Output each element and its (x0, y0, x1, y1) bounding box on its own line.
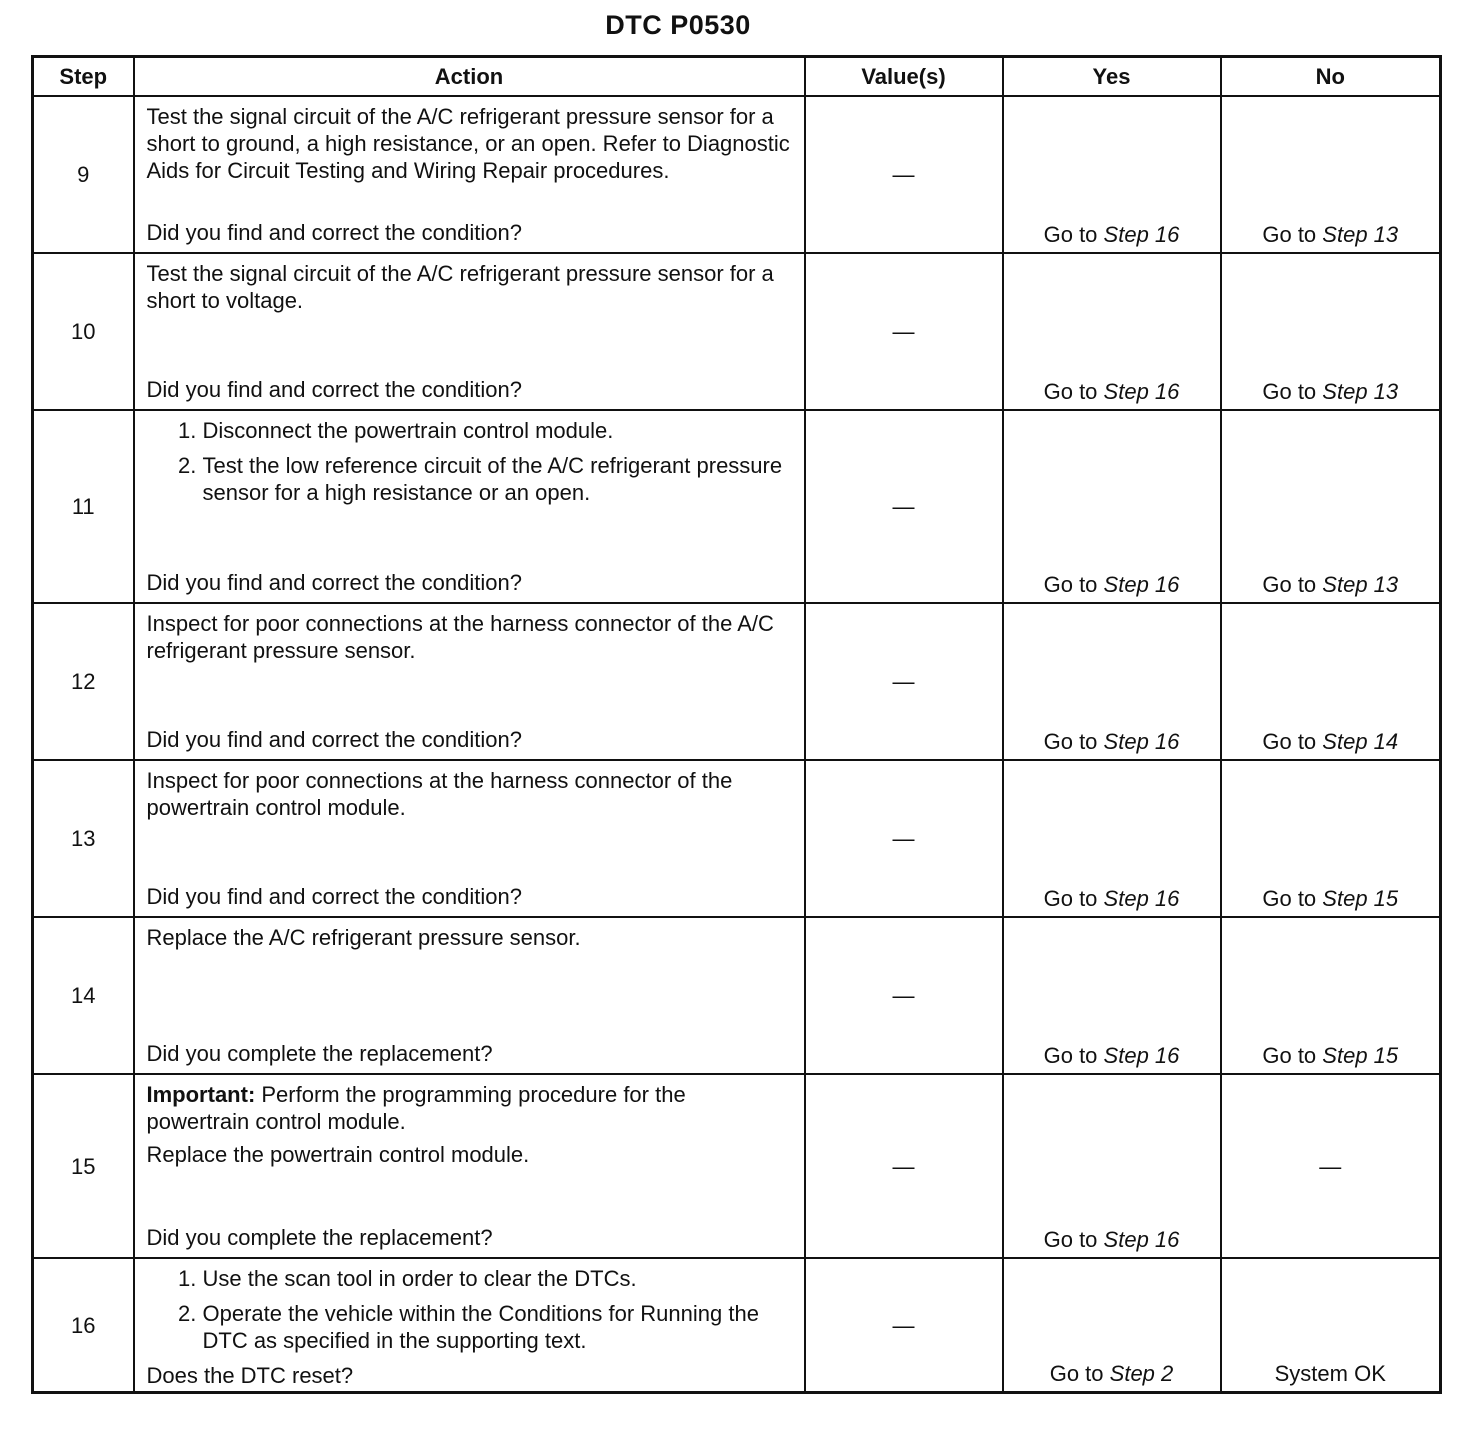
list-item: 1. Disconnect the powertrain control module. (203, 417, 794, 444)
no-result: — (1319, 1153, 1342, 1179)
step-reference: Step 15 (1322, 886, 1399, 911)
table-row (33, 1074, 1441, 1258)
action-cell (134, 760, 805, 917)
action-cell (134, 410, 805, 603)
table-row (33, 253, 1441, 410)
yes-cell (1003, 1258, 1221, 1393)
value-cell (805, 917, 1003, 1074)
column-header-step: Step (33, 57, 134, 97)
no-cell (1221, 96, 1441, 253)
no-cell (1221, 760, 1441, 917)
table-row (33, 603, 1441, 760)
yes-goto (1004, 1042, 1220, 1073)
action-body (147, 1081, 794, 1168)
column-header-yes: Yes (1003, 57, 1221, 97)
table-row (33, 410, 1441, 603)
value-text: — (892, 494, 915, 519)
step-number: 15 (33, 1074, 134, 1258)
step-number: 14 (33, 917, 134, 1074)
no-goto (1222, 885, 1440, 916)
no-cell (1221, 917, 1441, 1074)
value-text: — (892, 669, 915, 694)
yes-cell (1003, 603, 1221, 760)
goto-prefix: Go to (1049, 1361, 1104, 1386)
goto-prefix: Go to (1043, 222, 1098, 247)
yes-goto (1004, 221, 1220, 252)
column-header-action: Action (134, 57, 805, 97)
diagnostic-table (31, 55, 1442, 1394)
action-question: Did you find and correct the condition? (146, 570, 522, 595)
action-cell (134, 1258, 805, 1393)
no-cell (1221, 1258, 1441, 1393)
value-text: — (892, 162, 915, 187)
goto-prefix: Go to (1043, 379, 1098, 404)
table-row (33, 760, 1441, 917)
action-body (147, 1265, 794, 1362)
important-label: Important: (146, 1082, 256, 1107)
yes-cell (1003, 917, 1221, 1074)
goto-prefix: Go to (1043, 729, 1098, 754)
action-content (147, 97, 794, 252)
important-note (147, 1081, 794, 1135)
action-text: Inspect for poor connections at the harness connector of the powertrain control module. (146, 768, 733, 820)
goto-prefix: Go to (1043, 886, 1098, 911)
yes-goto (1004, 1226, 1220, 1257)
no-result: System OK (1274, 1361, 1386, 1386)
goto-prefix: Go to (1043, 1227, 1098, 1252)
action-content (147, 761, 794, 916)
action-question: Did you find and correct the condition? (146, 727, 522, 752)
step-reference: Step 13 (1322, 379, 1399, 404)
yes-goto (1004, 728, 1220, 759)
step-reference: Step 16 (1103, 572, 1180, 597)
no-goto (1222, 1042, 1440, 1073)
value-cell (805, 1074, 1003, 1258)
step-number: 12 (33, 603, 134, 760)
action-question: Did you complete the replacement? (146, 1041, 493, 1066)
action-body (147, 417, 794, 514)
yes-cell (1003, 410, 1221, 603)
value-text: — (892, 983, 915, 1008)
step-reference: Step 16 (1103, 729, 1180, 754)
action-content (147, 411, 794, 602)
action-body (147, 610, 794, 664)
step-number: 16 (33, 1258, 134, 1393)
action-content (147, 1259, 794, 1391)
step-reference: Step 2 (1109, 1361, 1174, 1386)
yes-goto (1004, 1360, 1220, 1391)
table-row (33, 1258, 1441, 1393)
value-cell (805, 410, 1003, 603)
list-item: 2. Test the low reference circuit of the A/C refrigerant pressure sensor for a high resistance or an open. (203, 452, 794, 506)
action-content (147, 604, 794, 759)
value-text: — (892, 319, 915, 344)
column-header-no: No (1221, 57, 1441, 97)
table-row (33, 917, 1441, 1074)
step-reference: Step 15 (1322, 1043, 1399, 1068)
no-goto (1222, 571, 1440, 602)
value-cell (805, 603, 1003, 760)
action-content (147, 918, 794, 1073)
action-list (147, 417, 794, 506)
yes-cell (1003, 253, 1221, 410)
no-cell (1221, 253, 1441, 410)
step-number: 13 (33, 760, 134, 917)
action-text: Inspect for poor connections at the harness connector of the A/C refrigerant pressure sensor. (146, 611, 774, 663)
page-title: DTC P0530 (605, 10, 751, 40)
table-row (33, 96, 1441, 253)
goto-prefix: Go to (1262, 222, 1317, 247)
action-question: Did you find and correct the condition? (146, 220, 522, 245)
value-cell (805, 96, 1003, 253)
action-cell (134, 603, 805, 760)
no-goto (1222, 728, 1440, 759)
action-cell (134, 1074, 805, 1258)
yes-cell (1003, 1074, 1221, 1258)
step-number: 9 (33, 96, 134, 253)
action-text: Replace the A/C refrigerant pressure sensor. (146, 925, 581, 950)
step-reference: Step 16 (1103, 886, 1180, 911)
goto-prefix: Go to (1262, 572, 1317, 597)
no-goto (1222, 378, 1440, 409)
goto-prefix: Go to (1043, 572, 1098, 597)
action-question: Does the DTC reset? (146, 1363, 354, 1388)
step-reference: Step 16 (1103, 1227, 1180, 1252)
value-text: — (892, 826, 915, 851)
column-header-values: Value(s) (805, 57, 1003, 97)
value-text: — (892, 1153, 915, 1179)
action-content (147, 254, 794, 409)
action-body (147, 103, 794, 184)
step-reference: Step 16 (1103, 222, 1180, 247)
no-cell (1221, 410, 1441, 603)
list-item: 2. Operate the vehicle within the Conditions for Running the DTC as specified in the supporting text. (203, 1300, 794, 1354)
action-cell (134, 253, 805, 410)
step-reference: Step 16 (1103, 1043, 1180, 1068)
step-reference: Step 16 (1103, 379, 1180, 404)
action-cell (134, 917, 805, 1074)
action-text: Test the signal circuit of the A/C refrigerant pressure sensor for a short to ground, a high resistance, or an open. Refer to Diagnostic Aids for Circuit Testing and Wiring Repair procedures. (146, 104, 790, 183)
value-cell (805, 1258, 1003, 1393)
action-list (147, 1265, 794, 1354)
table-header-row (33, 57, 1441, 97)
step-number: 10 (33, 253, 134, 410)
yes-cell (1003, 96, 1221, 253)
value-cell (805, 760, 1003, 917)
goto-prefix: Go to (1262, 886, 1317, 911)
action-cell (134, 96, 805, 253)
goto-prefix: Go to (1262, 379, 1317, 404)
action-question: Did you find and correct the condition? (146, 377, 522, 402)
goto-prefix: Go to (1262, 729, 1317, 754)
value-text: — (892, 1312, 915, 1338)
step-reference: Step 14 (1322, 729, 1399, 754)
no-cell (1221, 1074, 1441, 1258)
action-content (147, 1075, 794, 1257)
action-body (147, 767, 794, 821)
list-item: 1. Use the scan tool in order to clear the DTCs. (203, 1265, 794, 1292)
no-cell (1221, 603, 1441, 760)
step-reference: Step 13 (1322, 222, 1399, 247)
value-cell (805, 253, 1003, 410)
goto-prefix: Go to (1262, 1043, 1317, 1068)
action-body (147, 260, 794, 314)
yes-goto (1004, 378, 1220, 409)
yes-goto (1004, 571, 1220, 602)
action-text: Test the signal circuit of the A/C refrigerant pressure sensor for a short to voltage. (146, 261, 774, 313)
goto-prefix: Go to (1043, 1043, 1098, 1068)
yes-cell (1003, 760, 1221, 917)
step-reference: Step 13 (1322, 572, 1399, 597)
yes-goto (1004, 885, 1220, 916)
action-body (147, 924, 794, 951)
action-question: Did you complete the replacement? (146, 1225, 493, 1250)
important-text: Perform the programming procedure for the powertrain control module. (146, 1082, 686, 1134)
action-text: Replace the powertrain control module. (146, 1142, 530, 1167)
no-goto (1222, 221, 1440, 252)
action-question: Did you find and correct the condition? (146, 884, 522, 909)
step-number: 11 (33, 410, 134, 603)
